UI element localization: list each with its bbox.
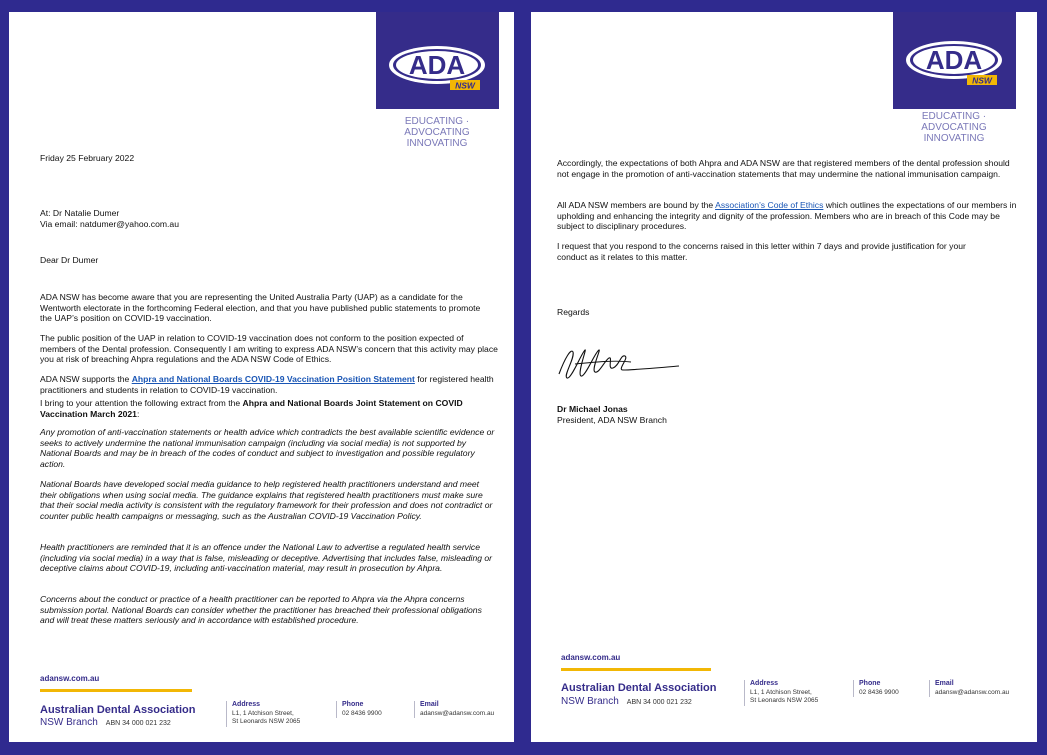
paragraph-3-text: ADA NSW supports the	[40, 374, 132, 384]
ada-logo-banner	[893, 12, 1016, 109]
signature-icon	[555, 340, 685, 390]
quote-4: Concerns about the conduct or practice of a health practitioner can be reported to Ahpra via the Ahpra concerns submission portal. National Boards can consider whether the practitioner has breached their professional obligations and will treat these matters seriously and in accordance with established procedure.	[40, 594, 482, 626]
ada-logo-icon	[376, 12, 499, 109]
quote-1: Any promotion of anti-vaccination statements or health advice which contradicts the best available scientific evidence or seeks to actively undermine the national immunisation campaign (including via social media) is not supported by National Boards and may be in breach of the codes of conduct and subject to investigation and possible regulatory action.	[40, 427, 495, 469]
tagline-line-2: INNOVATING	[406, 138, 468, 149]
footer-email-label: Email	[420, 701, 439, 708]
footer-phone-number: 02 8436 9900	[859, 688, 899, 696]
footer-org-name: Australian Dental Association	[561, 682, 717, 694]
recipient-at: At: Dr Natalie Dumer	[40, 208, 120, 218]
letter-page-2	[531, 12, 1037, 742]
letter-date: Friday 25 February 2022	[40, 153, 135, 163]
footer-address-line-2: St Leonards NSW 2065	[750, 697, 819, 704]
code-of-ethics-link[interactable]: Association’s Code of Ethics	[715, 200, 824, 210]
footer-phone-label: Phone	[342, 701, 364, 708]
footer-email-address[interactable]: adansw@adansw.com.au	[935, 688, 1010, 696]
footer-address-line-1: L1, 1 Atchison Street,	[750, 688, 812, 696]
footer-branch	[40, 717, 171, 728]
footer-address-line-2: St Leonards NSW 2065	[232, 718, 301, 725]
paragraph-7: I request that you respond to the concerns raised in this letter within 7 days and provide justification for your conduct as it relates to this matter.	[557, 241, 966, 262]
signer-name: Dr Michael Jonas	[557, 404, 628, 414]
paragraph-6-text: All ADA NSW members are bound by the	[557, 200, 716, 210]
footer-address-label: Address	[232, 701, 261, 708]
paragraph-4	[40, 398, 495, 419]
quote-2: National Boards have developed social media guidance to help registered health practitioners understand and meet their obligations when using social media. The guidance explains that registered health practitioners must make sure that their social media activity is consistent with the regulatory framework for their profession and does not contradict or counter public health campaigns or messaging, such as the Australian COVID-19 Vaccination Policy.	[40, 479, 493, 521]
footer-website[interactable]: adansw.com.au	[561, 653, 621, 662]
closing-regards: Regards	[557, 307, 590, 317]
footer-branch-name: NSW Branch	[561, 696, 619, 707]
recipient-email: Via email: natdumer@yahoo.com.au	[40, 219, 179, 229]
paragraph-4-text: I bring to your attention the following extract from the	[40, 398, 243, 408]
footer-phone-label: Phone	[859, 680, 881, 687]
footer-address-label: Address	[750, 680, 779, 687]
footer-branch-name: NSW Branch	[40, 717, 98, 728]
tagline	[372, 116, 502, 149]
svg-text:ADA: ADA	[408, 50, 466, 80]
letter-page-1	[9, 12, 514, 742]
footer-address-line-1: L1, 1 Atchison Street,	[232, 709, 294, 717]
footer-address	[226, 701, 300, 727]
paragraph-3-text-end: for registered health practitioners and students in relation to COVID-19 vaccination.	[40, 374, 494, 395]
footer-email	[929, 680, 1009, 697]
footer-email-label: Email	[935, 680, 954, 687]
footer-phone	[853, 680, 899, 697]
ada-logo-banner	[376, 12, 499, 109]
footer-org-name: Australian Dental Association	[40, 704, 196, 716]
position-statement-link[interactable]: Ahpra and National Boards COVID-19 Vaccination Position Statement	[131, 374, 415, 384]
footer-email-address[interactable]: adansw@adansw.com.au	[420, 709, 495, 717]
footer-gold-rule	[561, 668, 711, 671]
quote-3: Health practitioners are reminded that it is an offence under the National Law to advertise a regulated health service (including via social media) in a way that is false, misleading or deceptive. Advertising that includes false, misleading or deceptive claims about COVID-19, including anti-vaccination material, may result in prosecution by Ahpra.	[40, 542, 493, 574]
svg-text:NSW: NSW	[455, 80, 475, 91]
tagline	[889, 111, 1019, 144]
tagline-line-1: EDUCATING · ADVOCATING	[921, 111, 987, 133]
footer-email	[414, 701, 494, 718]
tagline-line-1: EDUCATING · ADVOCATING	[404, 116, 470, 138]
joint-statement-title: Ahpra and National Boards Joint Statement on COVID Vaccination March 2021	[40, 398, 463, 419]
ada-logo-icon	[893, 12, 1016, 109]
svg-text:ADA: ADA	[925, 45, 983, 75]
paragraph-1: ADA NSW has become aware that you are representing the United Australia Party (UAP) as a candidate for the Wentworth electorate in the forthcoming Federal election, and that you have published public statements to promote the UAP’s position on COVID-19 vaccination.	[40, 292, 481, 324]
svg-text:NSW: NSW	[972, 75, 992, 86]
footer-abn: ABN 34 000 021 232	[105, 720, 171, 727]
footer-phone-number: 02 8436 9900	[342, 709, 382, 717]
signer-title: President, ADA NSW Branch	[557, 415, 667, 425]
paragraph-5: Accordingly, the expectations of both Ahpra and ADA NSW are that registered members of the dental profession should not engage in the promotion of anti-vaccination statements that may undermine the national immunisation campaign.	[557, 158, 1010, 179]
paragraph-6	[557, 200, 1017, 232]
footer-abn: ABN 34 000 021 232	[626, 699, 692, 706]
tagline-line-2: INNOVATING	[923, 133, 985, 144]
paragraph-2: The public position of the UAP in relation to COVID-19 vaccination does not conform to the position expected of members of the Dental profession. Consequently I am writing to express ADA NSW’s concern that this activity may place you at risk of breaching Ahpra regulations and the ADA NSW Code of Ethics.	[40, 333, 498, 365]
paragraph-4-colon: :	[136, 408, 140, 419]
footer-phone	[336, 701, 382, 718]
footer-website[interactable]: adansw.com.au	[40, 674, 100, 683]
footer-address	[744, 680, 818, 706]
footer-branch	[561, 696, 692, 707]
paragraph-3	[40, 374, 495, 395]
footer-gold-rule	[40, 689, 192, 692]
salutation: Dear Dr Dumer	[40, 255, 99, 265]
paragraph-6-text-end: which outlines the expectations of our members in upholding and enhancing the integrity and dignity of the profession. Members who are in breach of this Code may be subject to disciplinary procedures.	[557, 200, 1017, 232]
